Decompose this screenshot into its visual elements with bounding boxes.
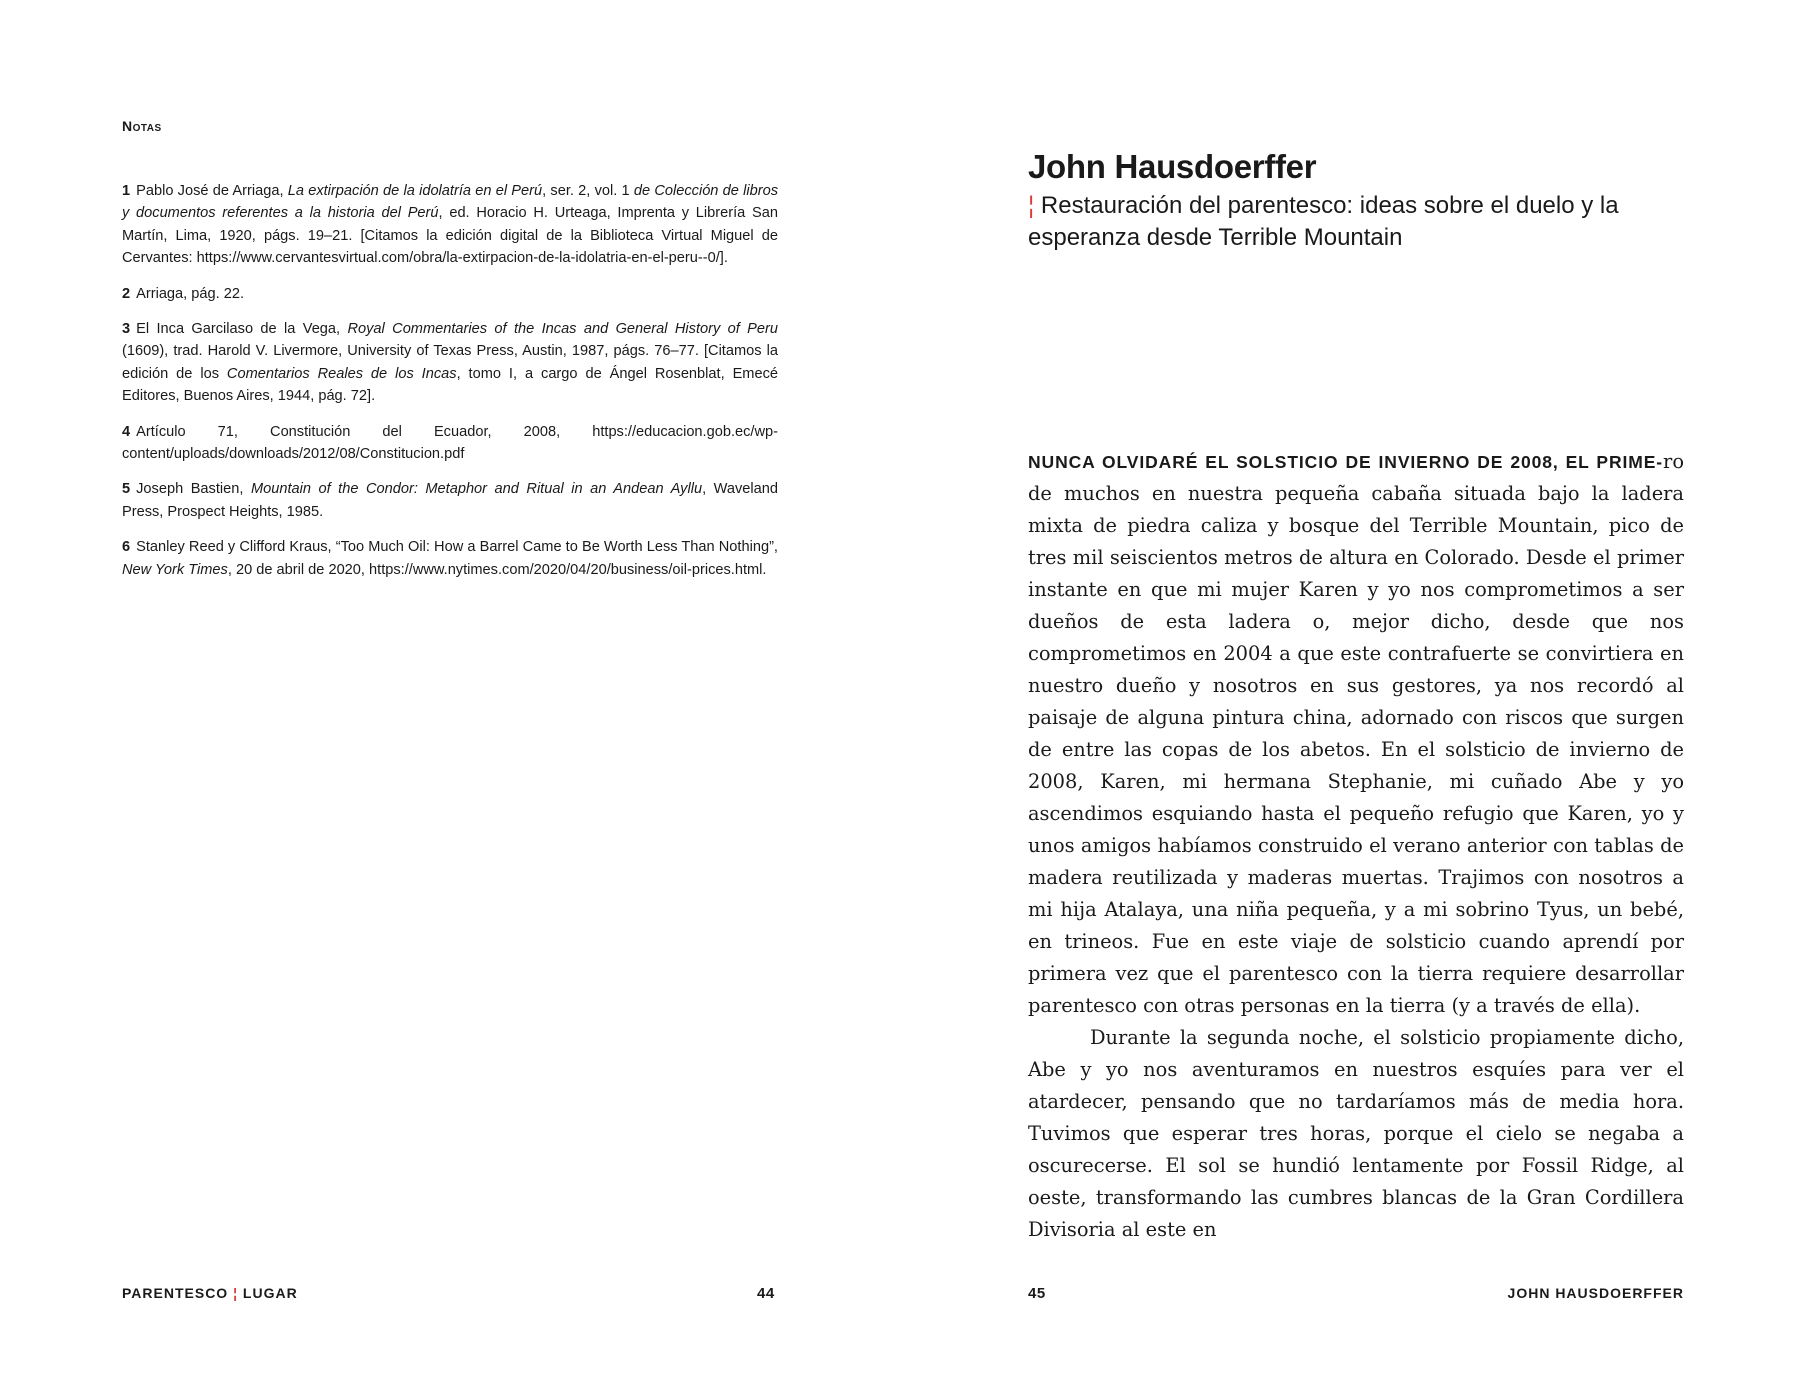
- footnote-italic-text: Comentarios Reales de los Incas: [226, 365, 457, 382]
- footnote: [122, 421, 778, 466]
- running-footer-right: JOHN HAUSDOERFFER: [1507, 1285, 1684, 1301]
- footer-separator: ¦: [233, 1285, 239, 1301]
- footnote-text: , Waveland Press, Prospect Heights, 1985.: [122, 481, 778, 520]
- footnote-italic-text: de Colección de libros y documentos referentes a la historia del Perú: [122, 183, 778, 222]
- notes-heading: Notas: [122, 118, 162, 134]
- footnote-italic-text: La extirpación de la idolatría en el Perú: [287, 183, 543, 199]
- footnote: [122, 318, 778, 408]
- footnote-number: 5: [122, 481, 131, 498]
- footnote-text: , ed. Horacio H. Urteaga, Imprenta y Librería San Martín, Lima, 1920, págs. 19–21. [Citamos la edición digital de la Biblioteca Virtual Miguel de Cervantes: https://www.cervantesvirtual.com/obra/la-extirpacion-de-la-idolatria-en-el-peru--0/].: [122, 205, 778, 267]
- subtitle-marker: ¦: [1028, 192, 1035, 219]
- right-page: [900, 0, 1800, 1384]
- lead-in: NUNCA OLVIDARÉ EL SOLSTICIO DE INVIERNO DE 2008, EL PRIME-: [1028, 452, 1664, 472]
- footnote-number: 1: [122, 183, 131, 199]
- footnote: [122, 478, 778, 523]
- chapter-subtitle: [1028, 190, 1628, 254]
- chapter-author: John Hausdoerffer: [1028, 148, 1317, 185]
- page-number-left: 44: [757, 1285, 775, 1302]
- running-footer-left: [122, 1285, 298, 1301]
- footnote-text: , ser. 2, vol. 1: [542, 183, 634, 199]
- footnote-text: Arriaga, pág. 22.: [136, 285, 245, 302]
- footnote-text: Artículo 71, Constitución del Ecuador, 2008, https://educacion.gob.ec/wp-content/uploads/downloads/2012/08/Constitucion.pdf: [122, 423, 778, 463]
- footnote-text: , tomo I, a cargo de Ángel Rosenblat, Emecé Editores, Buenos Aires, 1944, pág. 72].: [122, 365, 778, 405]
- footnote-number: 2: [122, 285, 131, 302]
- page-number-right: 45: [1028, 1285, 1046, 1302]
- footnote-text: Stanley Reed y Clifford Kraus, “Too Much Oil: How a Barrel Came to Be Worth Less Than Nothing”,: [136, 539, 778, 556]
- paragraph-1-text: ro de muchos en nuestra pequeña cabaña situada bajo la ladera mixta de piedra caliza y bosque del Terrible Mountain, pico de tres mil seiscientos metros de altura en Colorado. Desde el primer instante en que mi mujer Karen y yo nos comprometimos a ser dueños de esta ladera o, mejor dicho, desde que nos comprometimos en 2004 a que este contrafuerte se convirtiera en nuestro dueño y nosotros en sus gestores, ya nos recordó al paisaje de alguna pintura china, adornado con riscos que surgen de entre las copas de los abetos. En el solsticio de invierno de 2008, Karen, mi hermana Stephanie, mi cuñado Abe y yo ascendimos esquiando hasta el pequeño refugio que Karen, yo y unos amigos habíamos construido el verano anterior con tablas de madera reutilizada y maderas muertas. Trajimos con nosotros a mi hija Atalaya, una niña pequeña, y a mi sobrino Tyus, un bebé, en trineos. Fue en este viaje de solsticio cuando aprendí por primera vez que el parentesco con la tierra requiere desarrollar parentesco con otras personas en la tierra (y a través de ella).: [1028, 450, 1684, 1017]
- footnote-text: Pablo José de Arriaga,: [136, 183, 288, 199]
- chapter-body: [1028, 446, 1684, 1246]
- footnote-text: El Inca Garcilaso de la Vega,: [136, 321, 348, 338]
- footnote-text: (1609), trad. Harold V. Livermore, University of Texas Press, Austin, 1987, págs. 76–77. [Citamos la edición de los: [122, 343, 778, 382]
- footer-label-b: LUGAR: [242, 1285, 298, 1301]
- footnote-number: 4: [122, 423, 131, 440]
- body-paragraph-1: [1028, 446, 1684, 1022]
- notes-list: [122, 180, 778, 594]
- footnote-text: Joseph Bastien,: [136, 481, 251, 498]
- footnote-italic-text: New York Times: [122, 561, 228, 578]
- footnote-italic-text: Mountain of the Condor: Metaphor and Ritual in an Andean Ayllu: [250, 481, 703, 498]
- footnote: [122, 536, 778, 581]
- footnote-number: 6: [122, 539, 131, 556]
- footer-label-a: PARENTESCO: [122, 1285, 229, 1301]
- footnote-text: , 20 de abril de 2020, https://www.nytimes.com/2020/04/20/business/oil-prices.html.: [227, 561, 767, 578]
- body-paragraph-2: Durante la segunda noche, el solsticio propiamente dicho, Abe y yo nos aventuramos en nuestros esquíes para ver el atardecer, pensando que no tardaríamos más de media hora. Tuvimos que esperar tres horas, porque el cielo se negaba a oscurecerse. El sol se hundió lentamente por Fossil Ridge, al oeste, transformando las cumbres blancas de la Gran Cordillera Divisoria al este en: [1028, 1026, 1684, 1241]
- subtitle-text: Restauración del parentesco: ideas sobre el duelo y la esperanza desde Terrible Mountain: [1028, 192, 1619, 251]
- footnote: [122, 180, 778, 270]
- footnote-italic-text: Royal Commentaries of the Incas and General History of Peru: [347, 321, 779, 338]
- footnote: [122, 283, 778, 305]
- footnote-number: 3: [122, 321, 131, 338]
